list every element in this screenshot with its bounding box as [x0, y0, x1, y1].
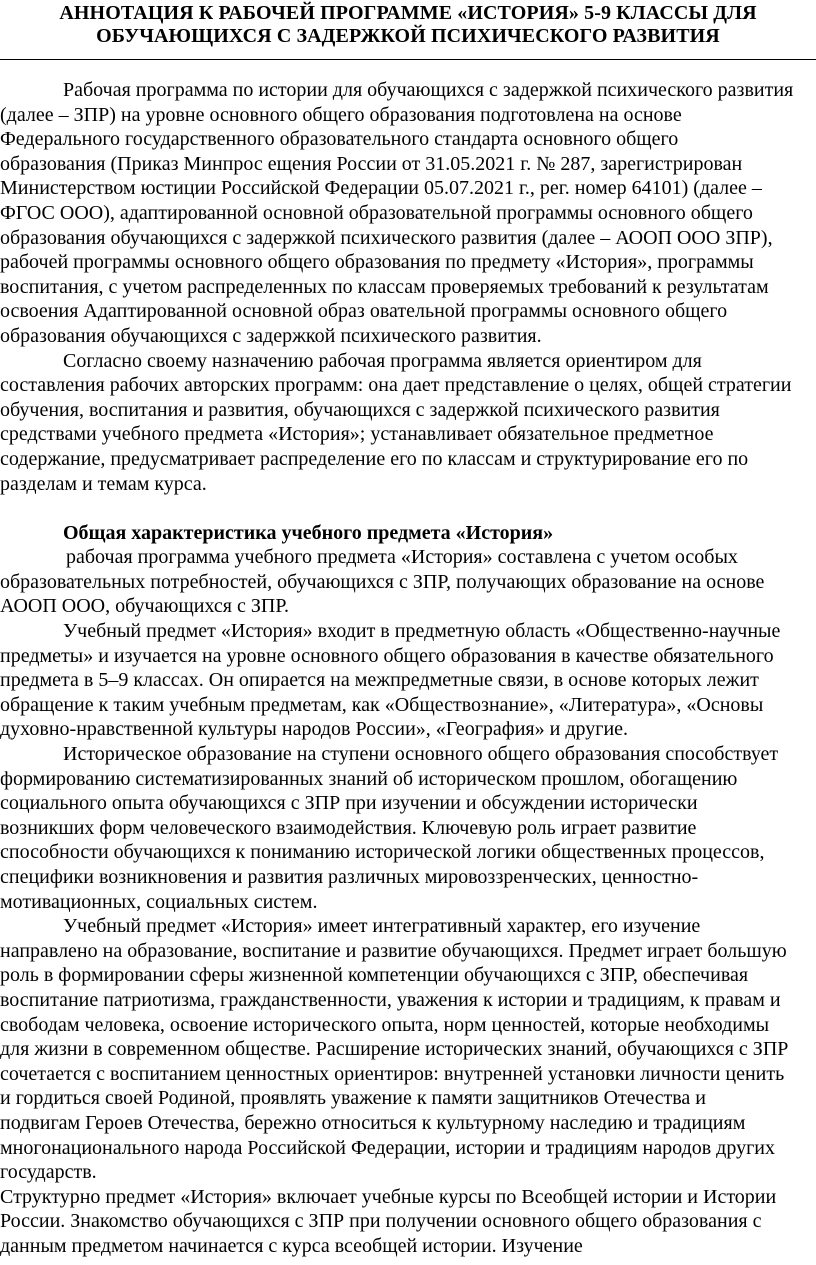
paragraph-structure [0, 1185, 816, 1259]
document-body [0, 78, 816, 1259]
text-line: специфики возникновения и развития различных мировоззренческих, ценностно- [0, 866, 699, 888]
text-line: АООП ООО, обучающихся с ЗПР. [0, 595, 289, 618]
text-line: Рабочая программа по истории для обучающихся с задержкой психического развития [63, 79, 794, 101]
text-line: Структурно предмет «История» включает учебные курсы по Всеобщей истории и Истории [0, 1185, 777, 1208]
text-line: Согласно своему назначению рабочая программа является ориентиром для [63, 349, 702, 372]
text-line: свободам человека, освоение исторического опыта, норм ценностей, которые необходимы [0, 1013, 770, 1036]
paragraph-program-basis [0, 545, 816, 619]
text-line: Министерством юстиции Российской Федерации 05.07.2021 г., рег. номер 64101) (далее – [0, 177, 762, 200]
title-line-2: ОБУЧАЮЩИХСЯ С ЗАДЕРЖКОЙ ПСИХИЧЕСКОГО РАЗВИТИЯ [96, 25, 720, 47]
text-line: ФГОС ООО), адаптированной основной образовательной программы основного общего [0, 201, 753, 224]
paragraph-intro [0, 78, 816, 349]
paragraph-purpose [0, 349, 816, 497]
text-line: обучения, воспитания и развития, обучающихся с задержкой психического развития [0, 398, 720, 421]
paragraph-subject-area [0, 619, 816, 742]
text-line: для жизни в современном обществе. Расширение исторических знаний, обучающихся с ЗПР [0, 1038, 789, 1061]
text-line: рабочей программы основного общего образования по предмету «История», программы [0, 251, 754, 274]
title-line-1: АННОТАЦИЯ К РАБОЧЕЙ ПРОГРАММЕ «ИСТОРИЯ» 5-9 КЛАССЫ ДЛЯ [59, 2, 757, 24]
text-line: и гордиться своей Родиной, проявлять уважение к памяти защитников Отечества и [0, 1087, 706, 1110]
document-title [0, 2, 816, 48]
text-line: воспитание патриотизма, гражданственности, уважения к истории и традициям, к правам и [0, 988, 781, 1011]
text-line: духовно-нравственной культуры народов России», «География» и другие. [0, 718, 629, 741]
text-line: данным предметом начинается с курса всеобщей истории. Изучение [0, 1234, 583, 1257]
text-line: многонационального народа Российской Федерации, истории и традициям народов других [0, 1136, 775, 1159]
paragraph-historical-education [0, 742, 816, 914]
text-line: воспитания, с учетом распределенных по классам проверяемых требований к результатам [0, 275, 769, 298]
text-line: направлено на образование, воспитание и развитие обучающихся. Предмет играет большую [0, 939, 787, 962]
text-line: средствами учебного предмета «История»; устанавливает обязательное предметное [0, 423, 714, 446]
text-line: разделам и темам курса. [0, 472, 207, 495]
text-line: Федерального государственного образовательного стандарта основного общего [0, 128, 679, 151]
paragraph-integrative-character [0, 914, 816, 1185]
text-line: предметы» и изучается на уровне основного общего образования в качестве обязательного [0, 644, 774, 667]
text-line: государств. [0, 1161, 97, 1184]
text-line: (далее – ЗПР) на уровне основного общего образования подготовлена на основе [0, 103, 682, 126]
text-line: России. Знакомство обучающихся с ЗПР при получении основного общего образования с [0, 1210, 762, 1233]
paragraph-spacer [0, 496, 816, 521]
text-line: образования обучающихся с задержкой психического развития. [0, 324, 542, 347]
text-line: содержание, предусматривает распределение его по классам и структурирование его по [0, 447, 749, 470]
text-line: мотивационных, социальных систем. [0, 890, 318, 913]
text-line: обращение к таким учебным предметам, как «Обществознание», «Литература», «Основы [0, 693, 764, 716]
text-line: образования обучающихся с задержкой психического развития (далее – АООП ООО ЗПР), [0, 226, 773, 249]
text-line: рабочая программа учебного предмета «История» составлена с учетом особых [66, 546, 738, 569]
text-line: образования (Приказ Минпрос ещения России от 31.05.2021 г. № 287, зарегистрирован [0, 152, 743, 175]
text-line: образовательных потребностей, обучающихся с ЗПР, получающих образование на основе [0, 570, 765, 593]
text-line: подвигам Героев Отечества, бережно относиться к культурному наследию и традициям [0, 1111, 746, 1134]
text-line: составления рабочих авторских программ: она дает представление о целях, общей стратегии [0, 374, 792, 397]
text-line: Историческое образование на ступени основного общего образования способствует [63, 743, 779, 766]
text-line: роль в формировании сферы жизненной компетенции обучающихся с ЗПР, обеспечивая [0, 964, 749, 987]
text-line: предмета в 5–9 классах. Он опирается на межпредметные связи, в основе которых лежит [0, 669, 759, 692]
text-line: возникших форм человеческого взаимодействия. Ключевую роль играет развитие [0, 816, 697, 839]
text-line: Учебный предмет «История» имеет интегративный характер, его изучение [63, 915, 701, 938]
section-heading: Общая характеристика учебного предмета «История» [63, 521, 554, 544]
title-divider [0, 59, 816, 60]
text-line: способности обучающихся к пониманию исторической логики общественных процессов, [0, 841, 765, 864]
text-line: Учебный предмет «История» входит в предметную область «Общественно-научные [63, 620, 781, 643]
text-line: социального опыта обучающихся с ЗПР при изучении и обсуждении исторически [0, 792, 698, 815]
text-line: освоения Адаптированной основной образ овательной программы основного общего [0, 300, 728, 323]
text-line: сочетается с воспитанием ценностных ориентиров: внутренней установки личности ценить [0, 1062, 785, 1085]
text-line: формированию систематизированных знаний об историческом прошлом, обогащению [0, 767, 738, 790]
